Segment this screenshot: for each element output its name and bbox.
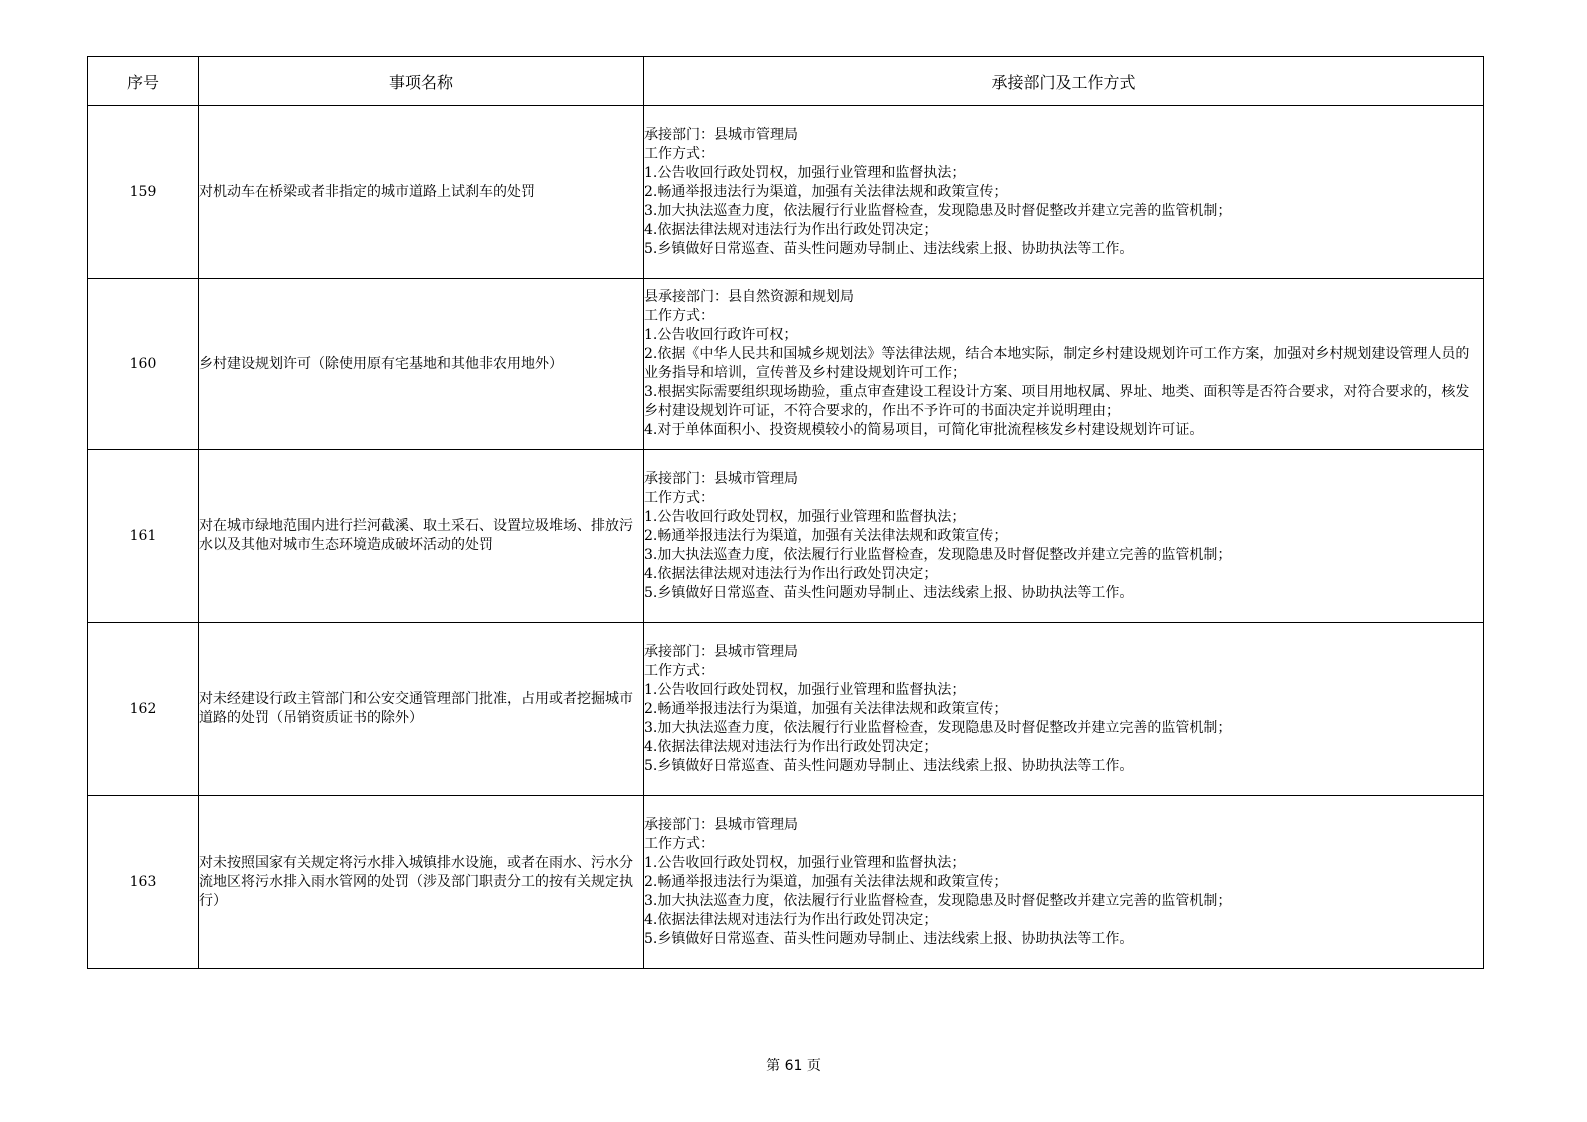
method-line: 承接部门：县城市管理局 [644, 470, 798, 487]
row-department-method [644, 106, 1484, 279]
method-line: 承接部门：县城市管理局 [644, 643, 798, 660]
table-row [88, 106, 1484, 279]
row-serial-number: 162 [88, 623, 199, 796]
method-line: 3.加大执法巡查力度，依法履行行业监督检查，发现隐患及时督促整改并建立完善的监管机制； [644, 719, 1232, 736]
method-line: 工作方式： [644, 835, 714, 852]
method-line: 4.依据法律法规对违法行为作出行政处罚决定； [644, 738, 938, 755]
method-line: 1.公告收回行政处罚权，加强行业管理和监督执法； [644, 681, 966, 698]
method-line: 4.对于单体面积小、投资规模较小的简易项目，可简化审批流程核发乡村建设规划许可证。 [644, 422, 1204, 438]
table-header-row [88, 57, 1484, 106]
method-line: 工作方式： [644, 145, 714, 162]
row-department-method [644, 623, 1484, 796]
items-table [87, 56, 1484, 969]
header-item-name: 事项名称 [199, 57, 644, 106]
table-row [88, 279, 1484, 450]
row-item-name: 对未经建设行政主管部门和公安交通管理部门批准，占用或者挖掘城市道路的处罚（吊销资质证书的除外） [199, 623, 644, 796]
table-row [88, 623, 1484, 796]
row-serial-number: 160 [88, 279, 199, 450]
row-department-method [644, 279, 1484, 450]
row-serial-number: 161 [88, 450, 199, 623]
row-serial-number: 159 [88, 106, 199, 279]
method-line: 4.依据法律法规对违法行为作出行政处罚决定； [644, 565, 938, 582]
table-row [88, 796, 1484, 969]
row-item-name: 乡村建设规划许可（除使用原有宅基地和其他非农用地外） [199, 279, 644, 450]
method-line: 3.加大执法巡查力度，依法履行行业监督检查，发现隐患及时督促整改并建立完善的监管机制； [644, 202, 1232, 219]
method-line: 1.公告收回行政处罚权，加强行业管理和监督执法； [644, 164, 966, 181]
method-line: 2.依据《中华人民共和国城乡规划法》等法律法规，结合本地实际，制定乡村建设规划许可工作方案，加强对乡村规划建设管理人员的业务指导和培训，宣传普及乡村建设规划许可工作； [644, 346, 1470, 381]
method-line: 1.公告收回行政处罚权，加强行业管理和监督执法； [644, 854, 966, 871]
method-line: 3.加大执法巡查力度，依法履行行业监督检查，发现隐患及时督促整改并建立完善的监管机制； [644, 546, 1232, 563]
method-line: 2.畅通举报违法行为渠道，加强有关法律法规和政策宣传； [644, 527, 1008, 544]
method-line: 工作方式： [644, 308, 714, 324]
header-serial-number: 序号 [88, 57, 199, 106]
row-item-name: 对机动车在桥梁或者非指定的城市道路上试刹车的处罚 [199, 106, 644, 279]
row-department-method [644, 450, 1484, 623]
method-line: 承接部门：县城市管理局 [644, 126, 798, 143]
table-row [88, 450, 1484, 623]
method-line: 工作方式： [644, 662, 714, 679]
row-item-name: 对未按照国家有关规定将污水排入城镇排水设施，或者在雨水、污水分流地区将污水排入雨水管网的处罚（涉及部门职责分工的按有关规定执行） [199, 796, 644, 969]
method-line: 4.依据法律法规对违法行为作出行政处罚决定； [644, 221, 938, 238]
method-line: 1.公告收回行政处罚权，加强行业管理和监督执法； [644, 508, 966, 525]
method-line: 4.依据法律法规对违法行为作出行政处罚决定； [644, 911, 938, 928]
method-line: 2.畅通举报违法行为渠道，加强有关法律法规和政策宣传； [644, 700, 1008, 717]
method-line: 2.畅通举报违法行为渠道，加强有关法律法规和政策宣传； [644, 873, 1008, 890]
method-line: 5.乡镇做好日常巡查、苗头性问题劝导制止、违法线索上报、协助执法等工作。 [644, 584, 1134, 601]
header-department-and-method: 承接部门及工作方式 [644, 57, 1484, 106]
method-line: 县承接部门：县自然资源和规划局 [644, 289, 854, 305]
page-number: 第 61 页 [766, 1058, 821, 1074]
method-line: 3.加大执法巡查力度，依法履行行业监督检查，发现隐患及时督促整改并建立完善的监管机制； [644, 892, 1232, 909]
method-line: 5.乡镇做好日常巡查、苗头性问题劝导制止、违法线索上报、协助执法等工作。 [644, 757, 1134, 774]
method-line: 5.乡镇做好日常巡查、苗头性问题劝导制止、违法线索上报、协助执法等工作。 [644, 930, 1134, 947]
method-line: 承接部门：县城市管理局 [644, 816, 798, 833]
method-line: 2.畅通举报违法行为渠道，加强有关法律法规和政策宣传； [644, 183, 1008, 200]
method-line: 3.根据实际需要组织现场勘验，重点审查建设工程设计方案、项目用地权属、界址、地类、面积等是否符合要求，对符合要求的，核发乡村建设规划许可证，不符合要求的，作出不予许可的书面决定并说明理由； [644, 384, 1470, 419]
method-line: 1.公告收回行政许可权； [644, 327, 798, 343]
row-serial-number: 163 [88, 796, 199, 969]
row-department-method [644, 796, 1484, 969]
method-line: 工作方式： [644, 489, 714, 506]
method-line: 5.乡镇做好日常巡查、苗头性问题劝导制止、违法线索上报、协助执法等工作。 [644, 240, 1134, 257]
row-item-name: 对在城市绿地范围内进行拦河截溪、取土采石、设置垃圾堆场、排放污水以及其他对城市生态环境造成破坏活动的处罚 [199, 450, 644, 623]
